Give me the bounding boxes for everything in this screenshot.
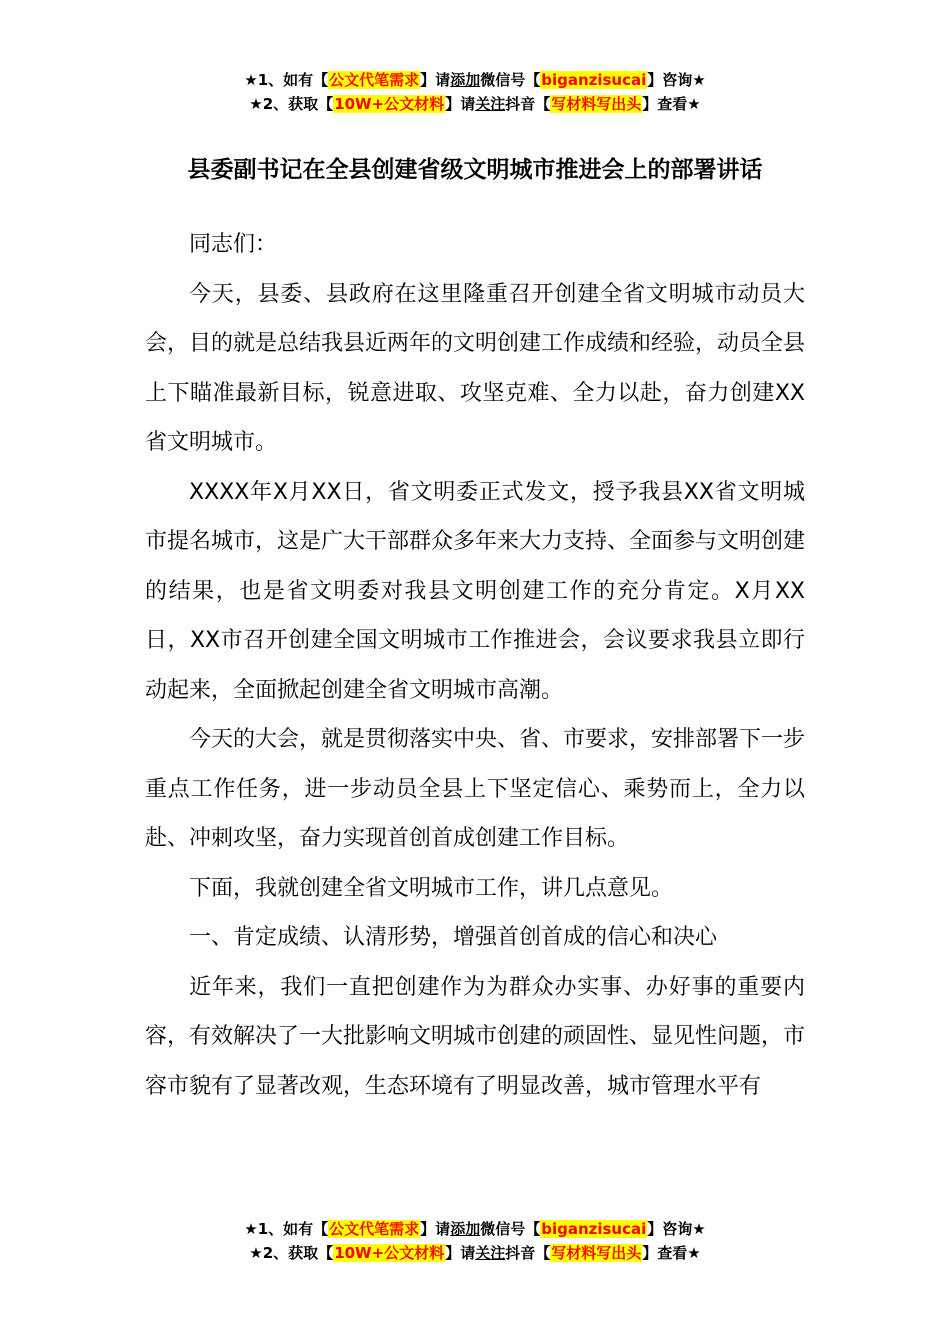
highlight-wechat-id: biganzisucai bbox=[541, 71, 647, 89]
highlight-materials: 10W+公文材料 bbox=[334, 95, 445, 113]
paragraph-1: 今天，县委、县政府在这里隆重召开创建全省文明城市动员大会，目的就是总结我县近两年的文明创建工作成绩和经验，动员全县上下瞄准最新目标，锐意进取、攻坚克难、全力以赴，奋力创建XX省文明城市。 bbox=[145, 281, 806, 455]
paragraph-salutation: 同志们： bbox=[189, 232, 278, 257]
banner-line-2-bottom: ★2、获取【10W+公文材料】请关注抖音【写材料写出头】查看★ bbox=[249, 1244, 701, 1262]
document-body bbox=[145, 220, 805, 1111]
banner-line-1: ★1、如有【公文代笔需求】请添加微信号【biganzisucai】咨询★ bbox=[244, 71, 706, 89]
highlight-douyin-account-bottom: 写材料写出头 bbox=[551, 1244, 642, 1262]
banner-line-2: ★2、获取【10W+公文材料】请关注抖音【写材料写出头】查看★ bbox=[249, 95, 701, 113]
paragraph-3: 今天的大会，就是贯彻落实中央、省、市要求，安排部署下一步重点工作任务，进一步动员全县上下坚定信心、乘势而上，全力以赴、冲刺攻坚，奋力实现首创首成创建工作目标。 bbox=[145, 727, 806, 851]
highlight-materials-bottom: 10W+公文材料 bbox=[334, 1244, 445, 1262]
section-heading-1: 一、肯定成绩、认清形势，增强首创首成的信心和决心 bbox=[189, 925, 718, 950]
top-banner bbox=[0, 68, 950, 116]
underline-add: 添加 bbox=[450, 71, 481, 89]
paragraph-5: 近年来，我们一直把创建作为为群众办实事、办好事的重要内容，有效解决了一大批影响文明城市创建的顽固性、显见性问题，市容市貌有了显著改观，生态环境有了明显改善，城市管理水平有 bbox=[145, 974, 806, 1099]
highlight-ghostwriting: 公文代笔需求 bbox=[329, 71, 420, 89]
underline-add-bottom: 添加 bbox=[450, 1220, 481, 1238]
highlight-ghostwriting-bottom: 公文代笔需求 bbox=[329, 1220, 420, 1238]
paragraph-2: XXXX年X月XX日，省文明委正式发文，授予我县XX省文明城市提名城市，这是广大干部群众多年来大力支持、全面参与文明创建的结果，也是省文明委对我县文明创建工作的充分肯定。X月XX日，XX市召开创建全国文明城市工作推进会，会议要求我县立即行动起来，全面掀起创建全省文明城市高潮。 bbox=[145, 479, 806, 703]
highlight-wechat-id-bottom: biganzisucai bbox=[541, 1220, 647, 1238]
banner-line-1-bottom: ★1、如有【公文代笔需求】请添加微信号【biganzisucai】咨询★ bbox=[244, 1220, 706, 1238]
highlight-douyin-account: 写材料写出头 bbox=[551, 95, 642, 113]
bottom-banner bbox=[0, 1217, 950, 1265]
underline-follow-bottom: 关注 bbox=[475, 1244, 506, 1262]
paragraph-4: 下面，我就创建全省文明城市工作，讲几点意见。 bbox=[189, 875, 674, 901]
underline-follow: 关注 bbox=[475, 95, 506, 113]
document-title: 县委副书记在全县创建省级文明城市推进会上的部署讲话 bbox=[187, 157, 763, 183]
